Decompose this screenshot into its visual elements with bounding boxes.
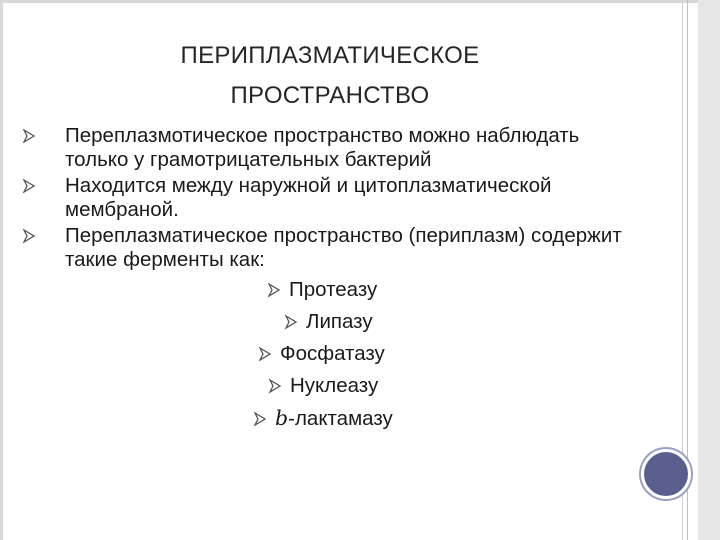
bullet-text: Переплазмотическое пространство можно наблюдать только у грамотрицательных бактерий xyxy=(65,124,580,171)
slide-body xyxy=(22,124,642,434)
beta-symbol: b xyxy=(275,406,289,430)
arrowhead-bullet-icon xyxy=(258,347,272,361)
enzyme-list xyxy=(22,274,642,434)
enzyme-item xyxy=(258,342,385,366)
title-line-1: ПЕРИПЛАЗМАТИЧЕСКОЕ xyxy=(180,42,480,69)
enzyme-item xyxy=(268,374,378,398)
enzyme-item xyxy=(284,310,373,334)
bullet-item xyxy=(22,224,642,272)
right-decorative-bar xyxy=(698,0,720,540)
bullet-text: Переплазматическое пространство (периплазм) содержит такие ферменты как: xyxy=(65,224,622,271)
enzyme-text: -лактамазу xyxy=(288,407,393,430)
arrowhead-bullet-icon xyxy=(253,412,267,426)
bullet-item xyxy=(22,174,642,222)
decorative-line xyxy=(687,0,688,540)
circle-ornament xyxy=(641,449,691,499)
enzyme-item xyxy=(253,406,393,431)
arrowhead-bullet-icon xyxy=(267,283,281,297)
bullet-item xyxy=(22,124,642,172)
title-line-2: ПРОСТРАНСТВО xyxy=(230,82,430,109)
enzyme-text: Нуклеазу xyxy=(290,374,379,397)
enzyme-text: Фосфатазу xyxy=(280,342,385,365)
slide-title xyxy=(80,36,580,116)
enzyme-item xyxy=(267,278,377,302)
arrowhead-bullet-icon xyxy=(268,379,282,393)
bullet-text: Находится между наружной и цитоплазматической мембраной. xyxy=(65,174,552,221)
enzyme-text: Липазу xyxy=(306,310,373,333)
arrowhead-bullet-icon xyxy=(284,315,298,329)
enzyme-text: Протеазу xyxy=(289,278,378,301)
arrowhead-bullet-icon xyxy=(22,179,36,193)
arrowhead-bullet-icon xyxy=(22,129,36,143)
arrowhead-bullet-icon xyxy=(22,229,36,243)
